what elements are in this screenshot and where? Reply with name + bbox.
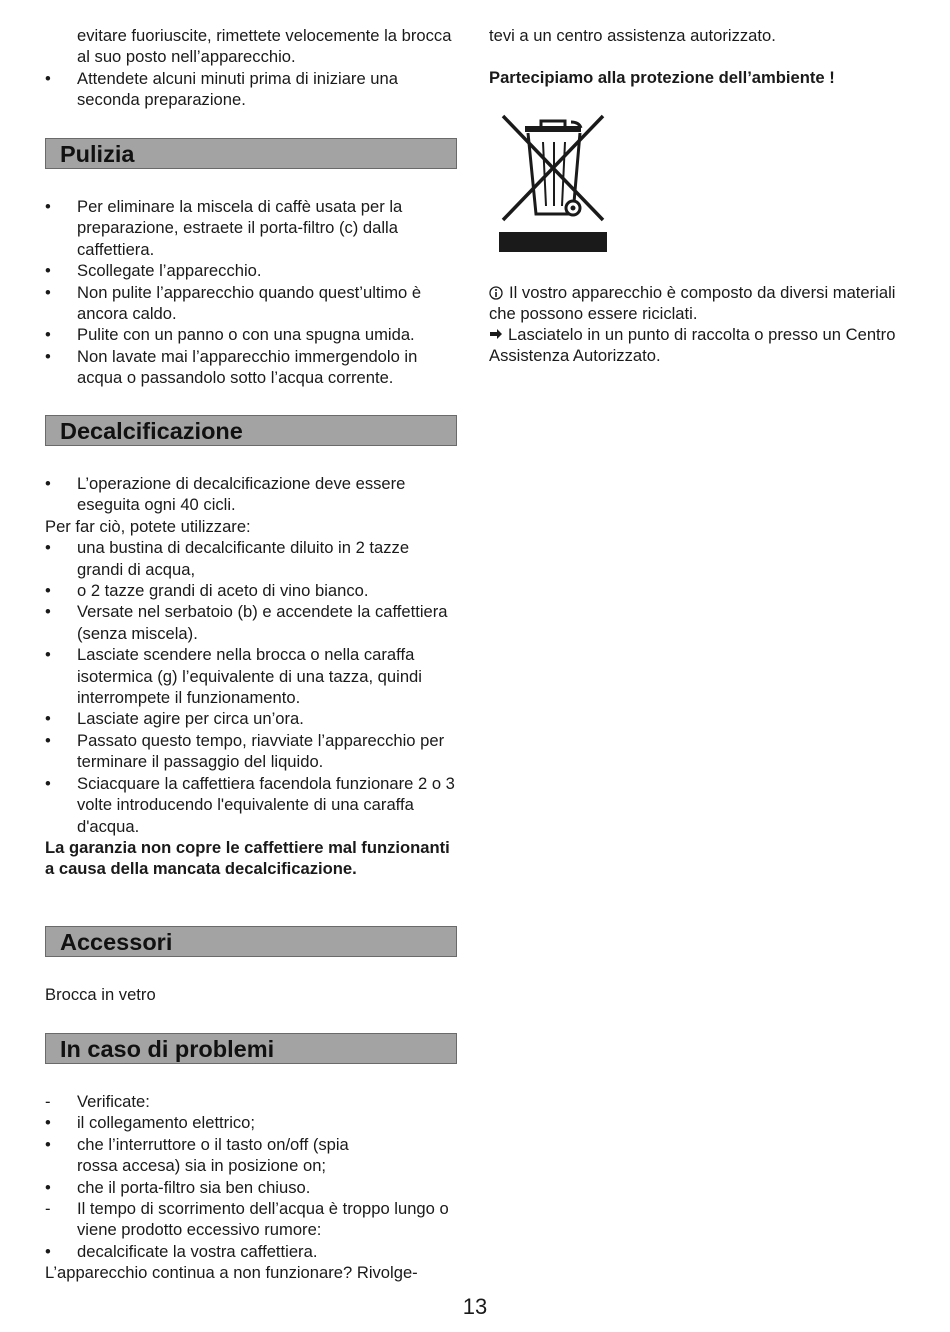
section-heading-decalcificazione: Decalcificazione bbox=[45, 415, 457, 446]
bullet-marker: • bbox=[45, 261, 51, 281]
bullet-marker: • bbox=[45, 645, 51, 665]
bullet-marker: • bbox=[45, 581, 51, 601]
crossed-out-wheeled-bin-icon bbox=[497, 110, 609, 256]
list-item bbox=[45, 773, 457, 837]
info-text: Il vostro apparecchio è composto da diversi materiali che possono essere riciclati. bbox=[489, 283, 896, 324]
list-item bbox=[45, 1177, 457, 1198]
closing-question: L’apparecchio continua a non funzionare? Rivolge- bbox=[45, 1263, 418, 1283]
section-heading-accessori: Accessori bbox=[45, 926, 457, 957]
list-item bbox=[45, 25, 457, 68]
list-item bbox=[45, 1134, 457, 1177]
list-marker: • bbox=[45, 1134, 51, 1154]
list-marker: • bbox=[45, 1241, 51, 1261]
list-item bbox=[45, 260, 457, 281]
problemi-list bbox=[45, 1091, 457, 1284]
decalcificazione-list bbox=[45, 473, 457, 880]
list-item bbox=[45, 1241, 457, 1262]
recycle-info bbox=[489, 282, 909, 325]
list-item-text: Passato questo tempo, riavviate l’apparecchio per terminare il passaggio del liquido. bbox=[77, 730, 445, 772]
section-heading-problemi: In caso di problemi bbox=[45, 1033, 457, 1064]
list-item bbox=[45, 196, 457, 260]
list-item bbox=[45, 580, 457, 601]
list-item-text: Non lavate mai l’apparecchio immergendolo in acqua o passandolo sotto l’acqua corrente. bbox=[77, 346, 418, 388]
list-item-text: Non pulite l’apparecchio quando quest’ultimo è ancora caldo. bbox=[77, 282, 422, 324]
bullet-marker: • bbox=[45, 282, 51, 302]
bullet-marker: • bbox=[45, 197, 51, 216]
list-marker: • bbox=[45, 1113, 51, 1133]
info-icon bbox=[489, 286, 503, 300]
list-item bbox=[45, 537, 457, 580]
list-item bbox=[45, 346, 457, 389]
list-marker: - bbox=[45, 1092, 51, 1111]
list-item-text: Verificate: bbox=[77, 1092, 150, 1111]
right-arrow-icon bbox=[489, 328, 503, 340]
list-item-text: o 2 tazze grandi di aceto di vino bianco. bbox=[77, 581, 369, 601]
page-number: 13 bbox=[462, 1294, 488, 1319]
list-item-text: una bustina di decalcificante diluito in 2 tazze grandi di acqua, bbox=[77, 538, 410, 579]
list-item bbox=[45, 1091, 457, 1112]
list-item-text: che il porta-filtro sia ben chiuso. bbox=[77, 1177, 311, 1197]
list-item bbox=[45, 1112, 457, 1133]
list-item bbox=[45, 730, 457, 773]
list-item bbox=[45, 68, 457, 111]
paragraph: Per far ciò, potete utilizzare: bbox=[45, 516, 251, 536]
bullet-marker: • bbox=[45, 709, 51, 729]
list-item-text: Versate nel serbatoio (b) e accendete la caffettiera (senza miscela). bbox=[77, 602, 448, 643]
list-item-text: Il tempo di scorrimento dell’acqua è troppo lungo o viene prodotto eccessivo rumore: bbox=[77, 1199, 449, 1240]
list-item-text: Lasciate scendere nella brocca o nella caraffa isotermica (g) l’equivalente di una tazza, quindi interrompete il funzionamento. bbox=[77, 645, 422, 708]
bullet-marker: • bbox=[45, 346, 51, 366]
list-marker: - bbox=[45, 1199, 51, 1219]
intro-block bbox=[45, 25, 457, 111]
pulizia-list bbox=[45, 196, 457, 389]
list-item bbox=[45, 601, 457, 644]
list-item-text: Lasciate agire per circa un’ora. bbox=[77, 709, 304, 729]
section-heading-pulizia: Pulizia bbox=[45, 138, 457, 169]
list-item-text: che l’interruttore o il tasto on/off (spia rossa accesa) sia in posizione on; bbox=[77, 1134, 349, 1176]
list-item-text: L’operazione di decalcificazione deve essere eseguita ogni 40 cicli. bbox=[77, 474, 406, 515]
list-marker: • bbox=[45, 1177, 51, 1197]
list-item-text: il collegamento elettrico; bbox=[77, 1113, 256, 1133]
arrow-text: Lasciatelo in un punto di raccolta o presso un Centro Assistenza Autorizzato. bbox=[489, 325, 896, 366]
list-item-text: Per eliminare la miscela di caffè usata per la preparazione, estraete il porta-filtro (c) dalla caffettiera. bbox=[77, 197, 403, 259]
list-item bbox=[45, 1198, 457, 1241]
environment-heading: Partecipiamo alla protezione dell’ambiente ! bbox=[489, 68, 835, 87]
bullet-marker: • bbox=[45, 602, 51, 622]
bullet-marker: • bbox=[45, 730, 51, 750]
list-item bbox=[45, 473, 457, 516]
bullet-marker: • bbox=[45, 474, 51, 493]
list-item bbox=[45, 708, 457, 729]
bullet-marker: • bbox=[45, 538, 51, 558]
list-item bbox=[45, 324, 457, 345]
accessori-text: Brocca in vetro bbox=[45, 985, 156, 1004]
bullet-marker: • bbox=[45, 68, 51, 88]
list-item-text: Scollegate l’apparecchio. bbox=[77, 261, 262, 281]
list-item-text: Pulite con un panno o con una spugna umida. bbox=[77, 325, 415, 345]
list-item bbox=[45, 644, 457, 708]
list-item-text: Sciacquare la caffettiera facendola funzionare 2 o 3 volte introducendo l'equivalente di una caraffa d'acqua. bbox=[77, 773, 455, 836]
continuation-text: tevi a un centro assistenza autorizzato. bbox=[489, 26, 776, 45]
list-item-text: evitare fuoriuscite, rimettete velocemente la brocca al suo posto nell’apparecchio. bbox=[77, 26, 452, 67]
collection-instruction bbox=[489, 324, 909, 367]
warranty-warning: La garanzia non copre le caffettiere mal funzionanti a causa della mancata decalcificazione. bbox=[45, 837, 450, 879]
list-item-text: Attendete alcuni minuti prima di iniziare una seconda preparazione. bbox=[77, 68, 398, 110]
list-item bbox=[45, 282, 457, 325]
list-item-text: decalcificate la vostra caffettiera. bbox=[77, 1241, 318, 1261]
bullet-marker: • bbox=[45, 325, 51, 345]
bullet-marker: • bbox=[45, 773, 51, 793]
